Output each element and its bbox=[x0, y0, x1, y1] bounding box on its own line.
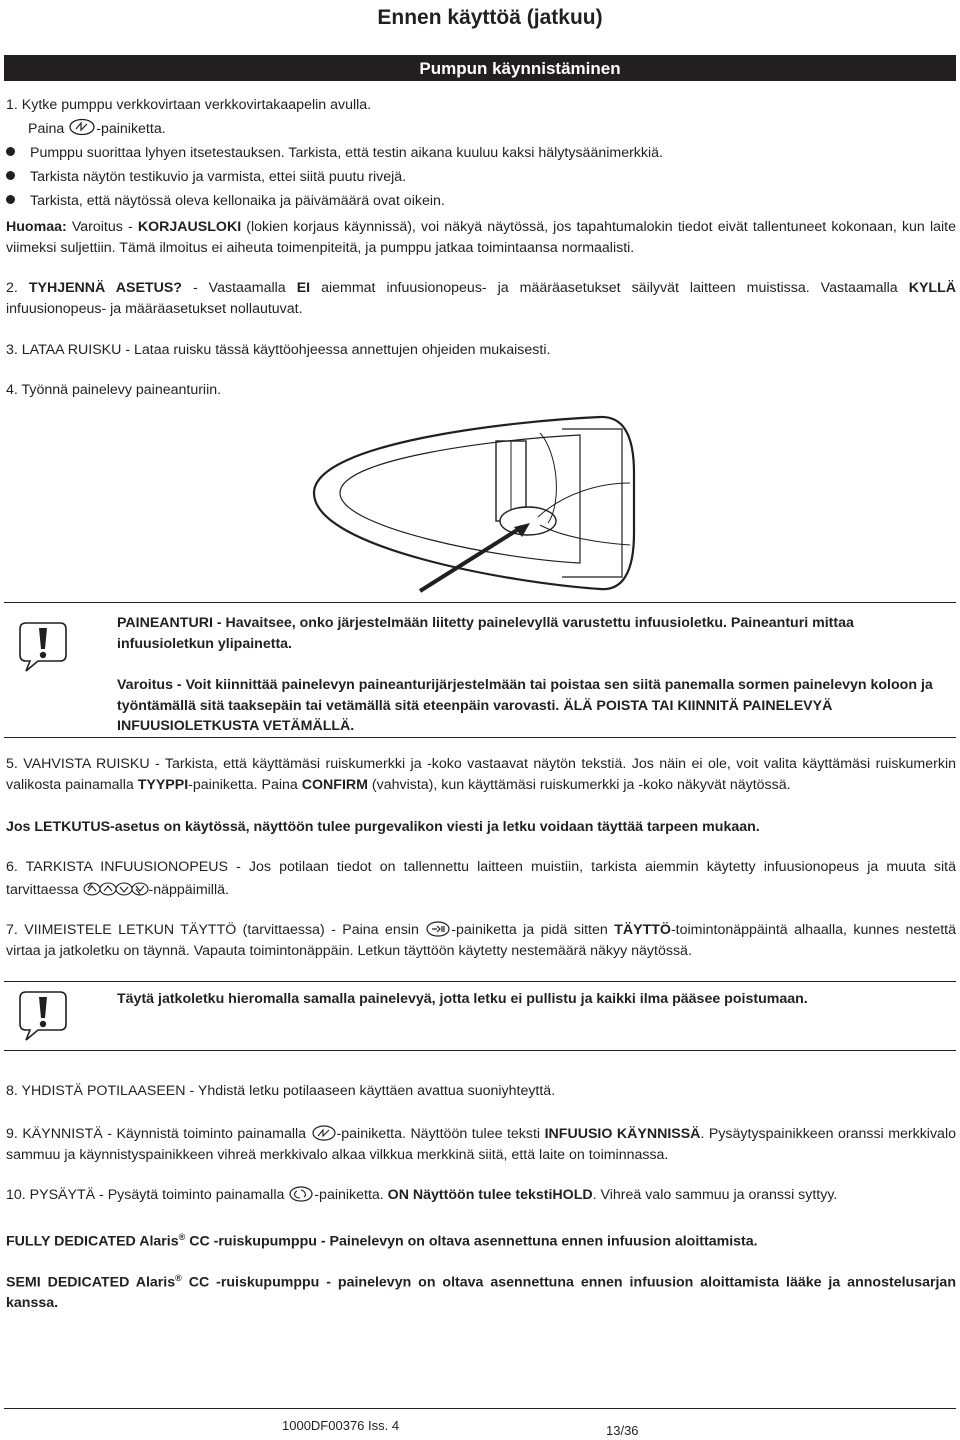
section-title: Pumpun käynnistäminen bbox=[419, 59, 621, 78]
exclamation-warning-icon bbox=[18, 619, 68, 675]
step-4: 4. Työnnä painelevy paineanturiin. bbox=[6, 382, 222, 398]
step-8: 8. YHDISTÄ POTILAASEEN - Yhdistä letku potilaaseen käyttäen avattua suoniyhteyttä. bbox=[6, 1083, 556, 1099]
arrow-keys-icon bbox=[83, 881, 149, 897]
bullet-2: Tarkista näytön testikuvio ja varmista, ettei siitä puutu rivejä. bbox=[6, 167, 406, 187]
run-button-icon bbox=[311, 1125, 337, 1141]
letkutus-note: Jos LETKUTUS-asetus on käytössä, näyttöön tulee purgevalikon viesti ja letku voidaan täyttää tarpeen mukaan. bbox=[6, 819, 760, 835]
section-bar bbox=[4, 55, 956, 81]
footer-rule bbox=[4, 1408, 956, 1409]
step-1: 1. Kytke pumppu verkkovirtaan verkkovirtakaapelin avulla. bbox=[6, 97, 372, 113]
exclamation-warning-icon bbox=[18, 988, 68, 1044]
semi-dedicated-note: SEMI DEDICATED Alaris® CC -ruiskupumppu - painelevyn on oltava asennettuna ennen infuusion aloittamista lääke ja annostelusarjan kanssa. bbox=[6, 1273, 956, 1312]
purge-button-icon bbox=[425, 921, 451, 937]
footer-page-number: 13/36 bbox=[606, 1423, 639, 1438]
step-9: 9. KÄYNNISTÄ - Käynnistä toiminto painamalla -painiketta. Näyttöön tulee teksti INFUUSIO KÄYNNISSÄ. Pysäytyspainikkeen oranssi merkkivalo sammuu ja käynnistyspainikkeen vihreä merkkivalo alkaa vilkkua merkkinä siitä, että laite on toiminnassa. bbox=[6, 1126, 956, 1163]
page-title: Ennen käyttöä (jatkuu) bbox=[377, 6, 603, 29]
step-7: 7. VIIMEISTELE LETKUN TÄYTTÖ (tarvittaessa) - Paina ensin -painiketta ja pidä sitten TÄYTTÖ-toimintonäppäintä alhaalla, kunnes nestettä virtaa ja jatkoletku on täynnä. Vapauta toimintonäppäin. Letkun täyttöön käytetty nestemäärä näkyy näytössä. bbox=[6, 922, 956, 959]
step-1-press: Paina -painiketta. bbox=[28, 118, 960, 140]
bullet-dot bbox=[6, 171, 15, 180]
warning-pressure-disc: Varoitus - Voit kiinnittää painelevyn paineanturijärjestelmään tai poistaa sen siitä panemalla sormen painelevyn koloon ja työntämällä sitä taaksepäin tai vetämällä sitä eteenpäin varovasti. ÄLÄ POISTA TAI KIINNITÄ PAINELEVYÄ INFUUSIOLETKUSTA VETÄMÄLLÄ. bbox=[117, 677, 933, 734]
start-button-icon bbox=[68, 118, 96, 136]
step-3: 3. LATAA RUISKU - Lataa ruisku tässä käyttöohjeessa annettujen ohjeiden mukaisesti. bbox=[6, 342, 551, 358]
hold-button-icon bbox=[288, 1186, 314, 1202]
fully-dedicated-note: FULLY DEDICATED Alaris® CC -ruiskupumppu - Painelevyn on oltava asennettuna ennen infuusion aloittamista. bbox=[6, 1232, 758, 1250]
warning-box-pressure bbox=[4, 602, 956, 738]
bullet-dot bbox=[6, 195, 15, 204]
warning-box-prime bbox=[4, 981, 956, 1051]
bullet-dot bbox=[6, 147, 15, 156]
bullet-1: Pumppu suorittaa lyhyen itsetestauksen. Tarkista, että testin aikana kuuluu kaksi hälytysäänimerkkiä. bbox=[6, 143, 663, 163]
warning-pressure-sensor: PAINEANTURI - Havaitsee, onko järjestelmään liitetty painelevyllä varustettu infuusioletku. Paineanturi mittaa infuusioletkun ylipainetta. bbox=[117, 615, 854, 652]
step-5: 5. VAHVISTA RUISKU - Tarkista, että käyttämäsi ruiskumerkki ja -koko vastaavat näytön tekstiä. Jos näin ei ole, voit valita käyttämäsi ruiskumerkin valikosta painamalla TYYPPI-painiketta. Paina CONFIRM (vahvista), kun käyttämäsi ruiskumerkki ja -koko näkyvät näytössä. bbox=[6, 756, 956, 793]
bullet-3: Tarkista, että näytössä oleva kellonaika ja päivämäärä ovat oikein. bbox=[6, 191, 445, 211]
step-10: 10. PYSÄYTÄ - Pysäytä toiminto painamalla -painiketta. ON Näyttöön tulee tekstiHOLD. Vihreä valo sammuu ja oranssi syttyy. bbox=[6, 1187, 838, 1203]
pressure-disc-diagram bbox=[300, 413, 650, 599]
note-paragraph: Huomaa: Varoitus - KORJAUSLOKI (lokien korjaus käynnissä), voi näkyä näytössä, jos tapahtumalokin tiedot eivät tallentuneet kokonaan, kun laite viimeksi suljettiin. Tämä ilmoitus ei aiheuta toimenpiteitä, ja pumppu jatkaa toimintaansa normaalisti. bbox=[6, 219, 956, 256]
step-6: 6. TARKISTA INFUUSIONOPEUS - Jos potilaan tiedot on tallennettu laitteen muistiin, tarkista aiemmin käytetty infuusionopeus ja muuta sitä tarvittaessa -näppäimillä. bbox=[6, 859, 956, 898]
warning-prime-text: Täytä jatkoletku hieromalla samalla painelevyä, jotta letku ei pullistu ja kaikki ilma pääsee poistumaan. bbox=[117, 991, 808, 1007]
footer-doc-number: 1000DF00376 Iss. 4 bbox=[282, 1418, 400, 1433]
step-2: 2. TYHJENNÄ ASETUS? - Vastaamalla EI aiemmat infuusionopeus- ja määräasetukset säilyvät laitteen muistissa. Vastaamalla KYLLÄ infuusionopeus- ja määräasetukset nollautuvat. bbox=[6, 280, 956, 317]
